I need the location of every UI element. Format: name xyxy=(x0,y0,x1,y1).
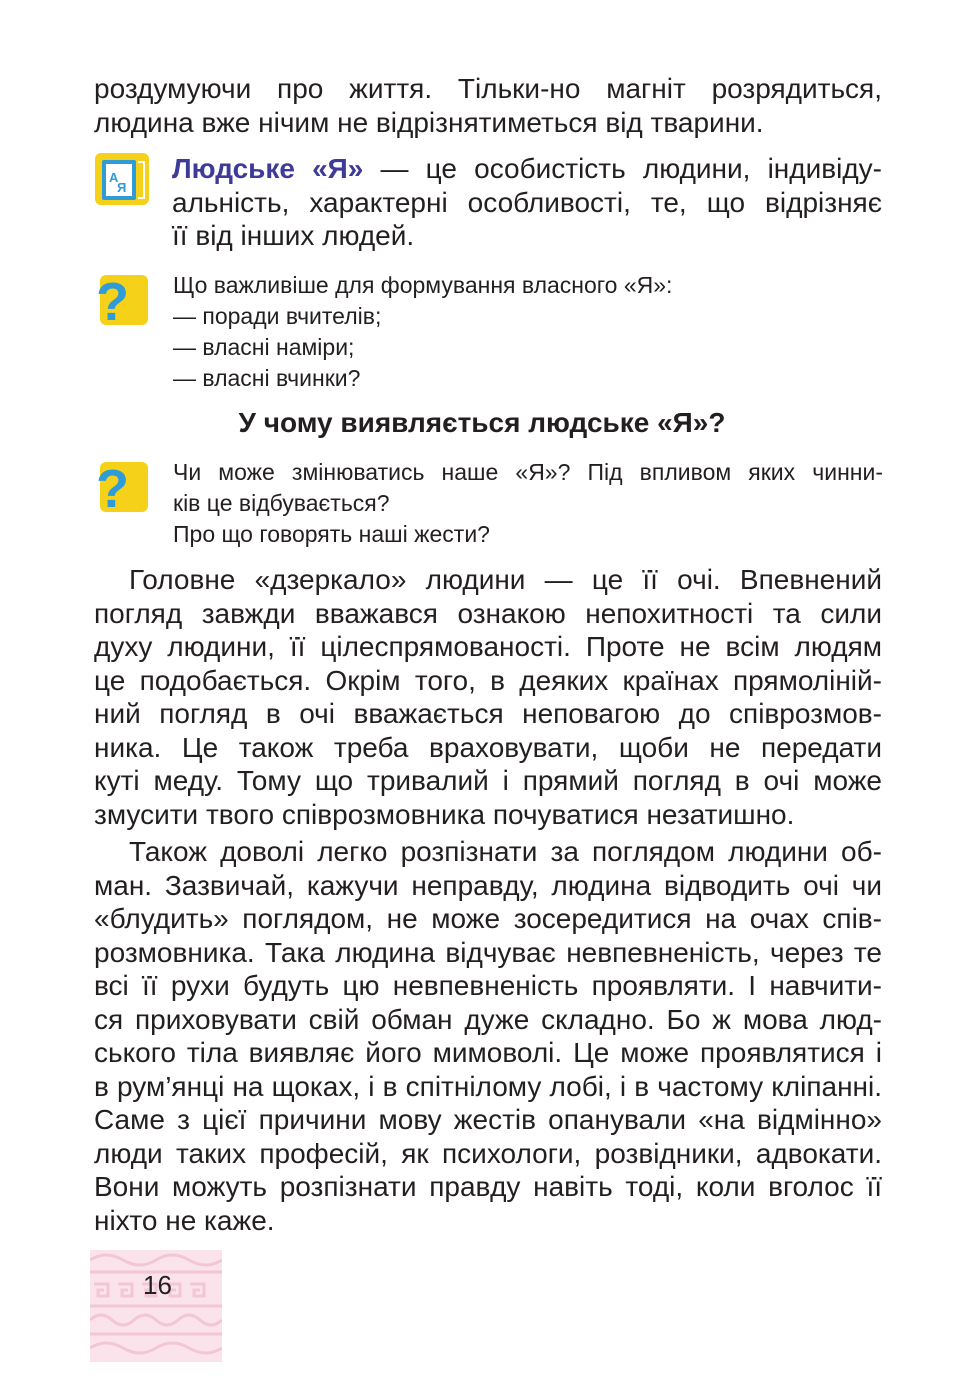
question-icon xyxy=(94,271,150,327)
dictionary-icon xyxy=(94,152,150,206)
paragraph-line: ника. Це також треба враховувати, щоби не передати xyxy=(94,731,882,763)
question-line: Про що говорять наші жести? xyxy=(173,521,490,547)
paragraph-line: всі її рухи будуть цю невпевненість проявляти. І навчити- xyxy=(94,970,882,1001)
question-line: ків це відбувається? xyxy=(173,490,390,516)
section-heading: У чому виявляється людське «Я»? xyxy=(238,407,726,438)
paragraph-line: ського тіла виявляє його мимоволі. Це може проявлятися і xyxy=(94,1037,882,1068)
svg-text:?: ? xyxy=(96,272,129,327)
question-line: — власні вчинки? xyxy=(173,365,361,391)
paragraph-line: Вони можуть розпізнати правду навіть тоді, коли вголос її xyxy=(94,1171,882,1202)
question-1-text xyxy=(173,270,883,394)
definition-line-3: її від інших людей. xyxy=(172,220,415,251)
definition-block xyxy=(172,152,882,253)
definition-term: Людське «Я» xyxy=(172,153,364,184)
svg-text:?: ? xyxy=(96,459,129,514)
paragraph-line: духу людини, її цілеспрямованості. Проте не всім людям xyxy=(94,631,882,662)
paragraph-line: люди таких професій, як психологи, розвідники, адвокати. xyxy=(94,1137,882,1169)
paragraph-line: ний погляд в очі вважається неповагою до співрозмов- xyxy=(94,698,882,729)
paragraph-line: «блудить» поглядом, не може зосередитися на очах спів- xyxy=(94,903,882,934)
paragraph-line: Саме з цієї причини мову жестів опанували «на відмінно» xyxy=(94,1104,882,1135)
question-line: — поради вчителів; xyxy=(173,303,382,329)
paragraph-line: Головне «дзеркало» людини — це її очі. Впевнений xyxy=(129,564,882,595)
svg-text:А: А xyxy=(109,170,119,185)
paragraph-line: ся приховувати свій обман дуже складно. Бо ж мова люд- xyxy=(94,1003,882,1035)
body-paragraph-1 xyxy=(94,563,882,831)
definition-line-1 xyxy=(172,152,882,186)
definition-line-1-rest: — це особистість людини, індивіду- xyxy=(363,153,883,184)
intro-line: людина вже нічим не відрізнятиметься від тварини. xyxy=(94,106,764,138)
paragraph-line: куті меду. Тому що тривалий і прямий погляд в очі може xyxy=(94,765,882,796)
paragraph-line: ман. Зазвичай, кажучи неправду, людина відводить очі чи xyxy=(94,869,882,901)
page-number: 16 xyxy=(143,1270,172,1300)
paragraph-line: погляд завжди вважався ознакою непохитності та сили xyxy=(94,597,882,629)
question-2-text xyxy=(173,457,883,550)
question-icon xyxy=(94,458,150,514)
definition-line-2: альність, характерні особливості, те, що відрізняє xyxy=(172,186,882,218)
intro-text xyxy=(94,72,882,139)
question-line: — власні наміри; xyxy=(173,334,355,360)
paragraph-line: змусити твого співрозмовника почуватися незатишно. xyxy=(94,798,795,830)
body-paragraph-2 xyxy=(94,835,882,1237)
question-line: Чи може змінюватись наше «Я»? Під впливом яких чинни- xyxy=(173,459,883,485)
ornament-decoration xyxy=(90,1250,222,1362)
paragraph-line: розмовника. Така людина відчуває невпевненість, через те xyxy=(94,936,882,968)
paragraph-line: це подобається. Окрім того, в деяких країнах прямоліній- xyxy=(94,664,882,696)
svg-text:Я: Я xyxy=(117,180,127,195)
paragraph-line: в рум’янці на щоках, і в спітнілому лобі, і в частому кліпанні. xyxy=(94,1070,882,1102)
paragraph-line: Також доволі легко розпізнати за поглядом людини об- xyxy=(129,836,882,867)
question-line: Що важливіше для формування власного «Я»: xyxy=(173,272,673,298)
intro-line: роздумуючи про життя. Тільки-но магніт розрядиться, xyxy=(94,73,882,104)
paragraph-line: ніхто не каже. xyxy=(94,1204,275,1236)
